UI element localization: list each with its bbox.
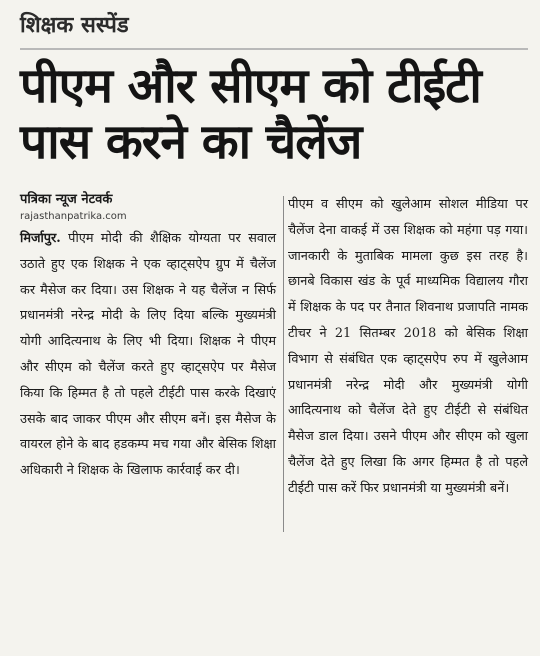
- dateline: मिर्जापुर.: [20, 231, 61, 246]
- headline: पीएम और सीएम को टीईटी पास करने का चैलेंज: [20, 58, 481, 170]
- byline-name: पत्रिका न्यूज नेटवर्क: [20, 192, 113, 207]
- column-divider: [283, 196, 284, 532]
- column-right: [288, 190, 528, 502]
- byline-site: rajasthanpatrika.com: [20, 211, 127, 222]
- article-columns: [20, 190, 528, 502]
- column-left-body: पीएम मोदी की शैक्षिक योग्यता पर सवाल उठाते हुए एक शिक्षक ने एक व्हाट्सऐप ग्रुप में चैलेंज कर मैसेज कर दिया। उस शिक्षक ने यह चैलेंज न सिर्फ प्रधानमंत्री नरेन्द्र मोदी के लिए दिया बल्कि मुख्यमंत्री योगी आदित्यनाथ के लिए भी दिया। शिक्षक ने पीएम और सीएम को चैलेंज करते हुए व्हाट्सऐप पर मैसेज किया कि हिम्मत है तो पहले टीईटी पास करके दिखाएं उसके बाद जाकर पीएम और सीएम बनें। इस मैसेज के वायरल होने के बाद हडकम्प मच गया और बेसिक शिक्षा अधिकारी ने शिक्षक के खिलाफ कार्रवाई कर दी।: [20, 231, 276, 479]
- column-left: [20, 190, 276, 502]
- column-right-body: पीएम व सीएम को खुलेआम सोशल मीडिया पर चैलेंज देना वाकई में उस शिक्षक को महंगा पड़ गया। जानकारी के मुताबिक मामला कुछ इस तरह है। छानबे विकास खंड के पूर्व माध्यमिक विद्यालय गौरा में शिक्षक के पद पर तैनात शिवनाथ प्रजापति नामक टीचर ने 21 सितम्बर 2018 को बेसिक शिक्षा विभाग से संबंधित एक व्हाट्सऐप रुप में खुलेआम प्रधानमंत्री नरेन्द्र मोदी और मुख्यमंत्री योगी आदित्यनाथ को चैलेंज देते हुए टीईटी से संबंधित मैसेज डाल दिया। उसने पीएम और सीएम को खुला चैलेंज देते हुए लिखा कि अगर हिम्मत है तो पहले टीईटी पास करें फिर प्रधानमंत्री या मुख्यमंत्री बनें।: [288, 197, 528, 496]
- kicker-heading: शिक्षक सस्पेंड: [20, 6, 528, 50]
- column-left-text: [20, 226, 276, 484]
